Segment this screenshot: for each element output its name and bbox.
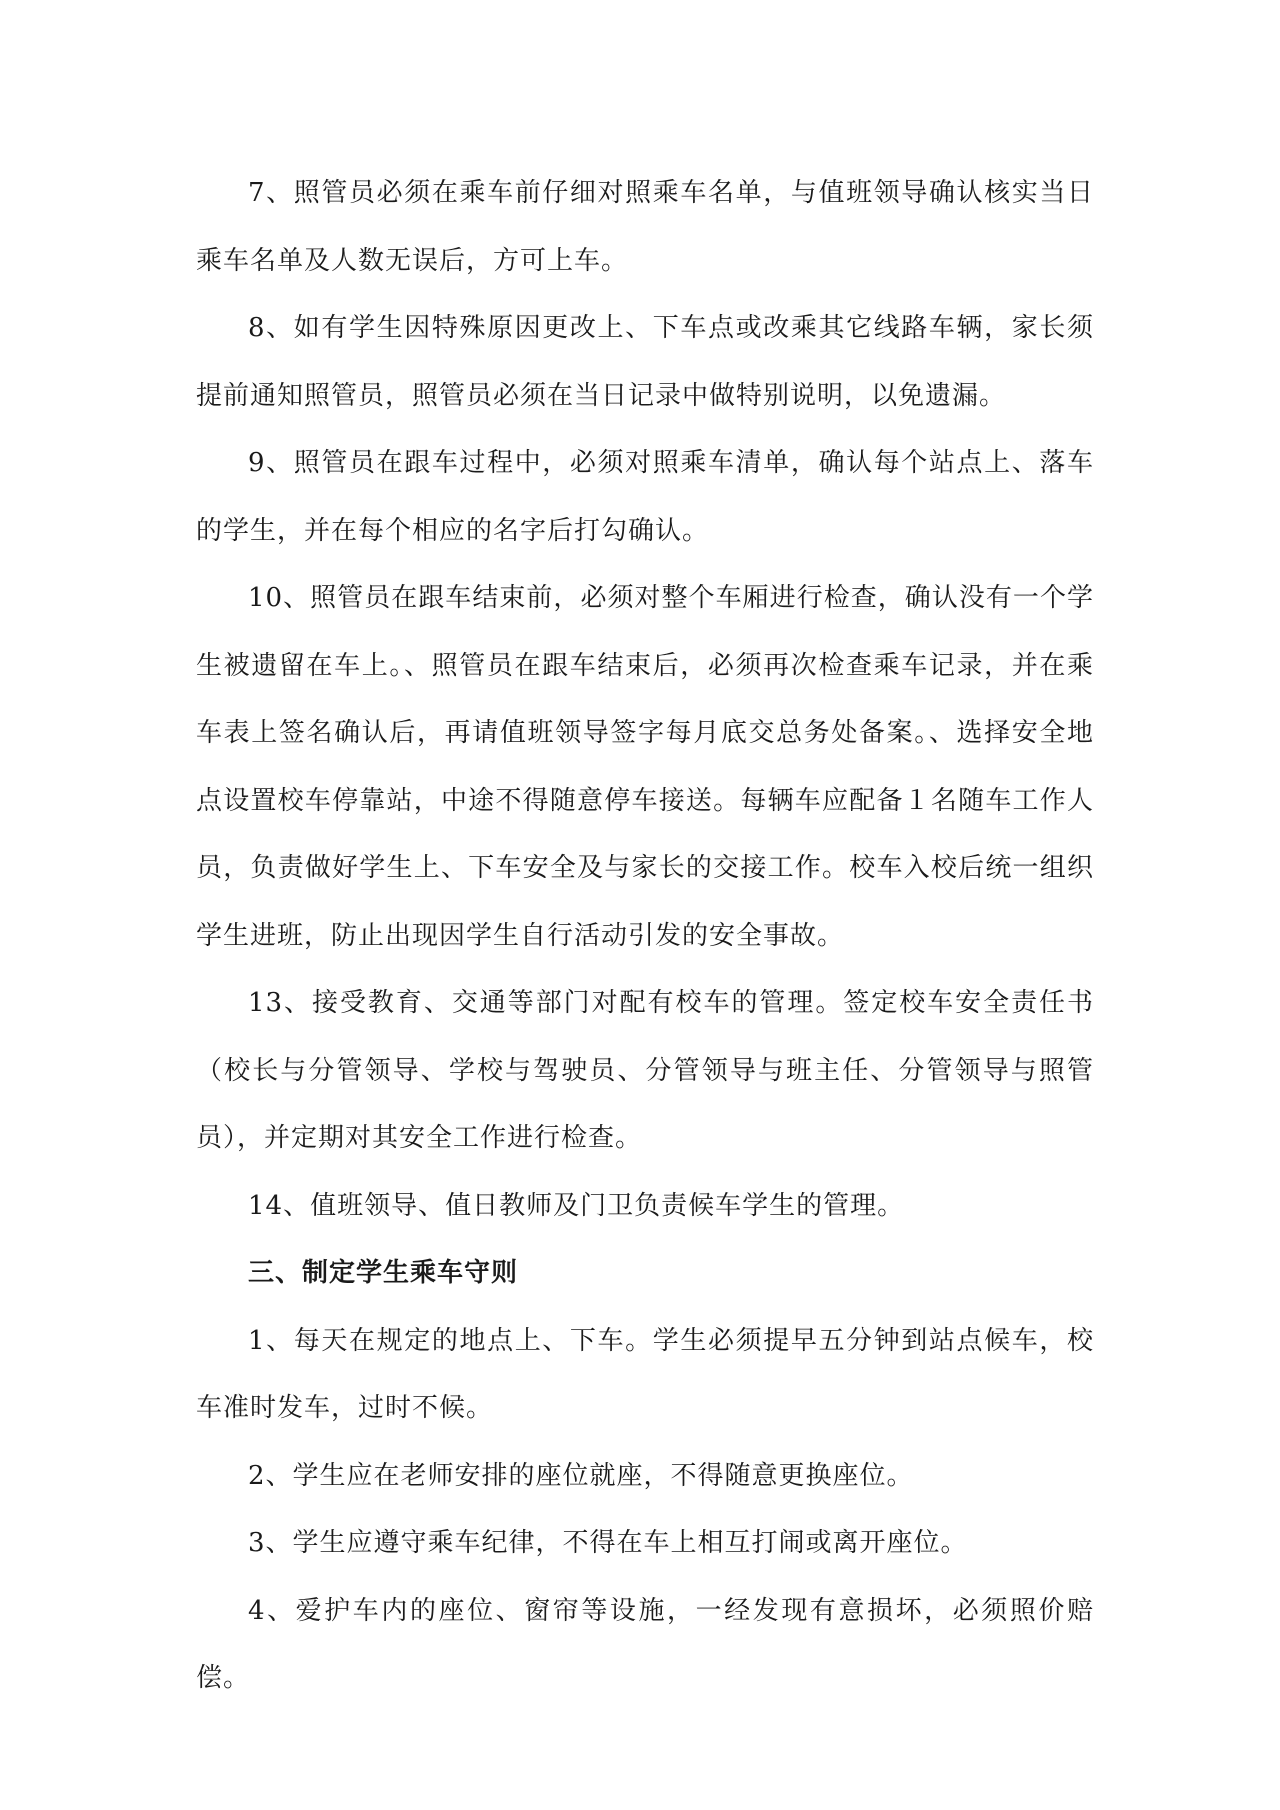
rule-item-4: 4、爱护车内的座位、窗帘等设施，一经发现有意损坏，必须照价赔偿。 [196,1595,1094,1693]
section-heading: 三、制定学生乘车守则 [248,1258,519,1288]
paragraph-item-7: 7、照管员必须在乘车前仔细对照乘车名单，与值班领导确认核实当日乘车名单及人数无误后，方可上车。 [196,178,1094,276]
rule-item-1: 1、每天在规定的地点上、下车。学生必须提早五分钟到站点候车，校车准时发车，过时不候。 [196,1325,1094,1423]
paragraph-item-14: 14、值班领导、值日教师及门卫负责候车学生的管理。 [248,1190,905,1221]
paragraph-item-9: 9、照管员在跟车过程中，必须对照乘车清单，确认每个站点上、落车的学生，并在每个相应的名字后打勾确认。 [196,448,1094,546]
rule-item-2: 2、学生应在老师安排的座位就座，不得随意更换座位。 [248,1460,914,1491]
rule-item-3: 3、学生应遵守乘车纪律，不得在车上相互打闹或离开座位。 [248,1528,968,1558]
document-body [196,160,1094,1713]
paragraph-item-8: 8、如有学生因特殊原因更改上、下车点或改乘其它线路车辆，家长须提前通知照管员，照管员必须在当日记录中做特别说明，以免遗漏。 [196,313,1094,411]
paragraph-item-10: 10、照管员在跟车结束前，必须对整个车厢进行检查，确认没有一个学生被遗留在车上。、照管员在跟车结束后，必须再次检查乘车记录，并在乘车表上签名确认后，再请值班领导签字每月底交总务处备案。、选择安全地点设置校车停靠站，中途不得随意停车接送。每辆车应配备１名随车工作人员，负责做好学生上、下车安全及与家长的交接工作。校车入校后统一组织学生进班，防止出现因学生自行活动引发的安全事故。 [196,583,1094,951]
paragraph-item-13: 13、接受教育、交通等部门对配有校车的管理。签定校车安全责任书（校长与分管领导、学校与驾驶员、分管领导与班主任、分管领导与照管员），并定期对其安全工作进行检查。 [196,988,1094,1153]
